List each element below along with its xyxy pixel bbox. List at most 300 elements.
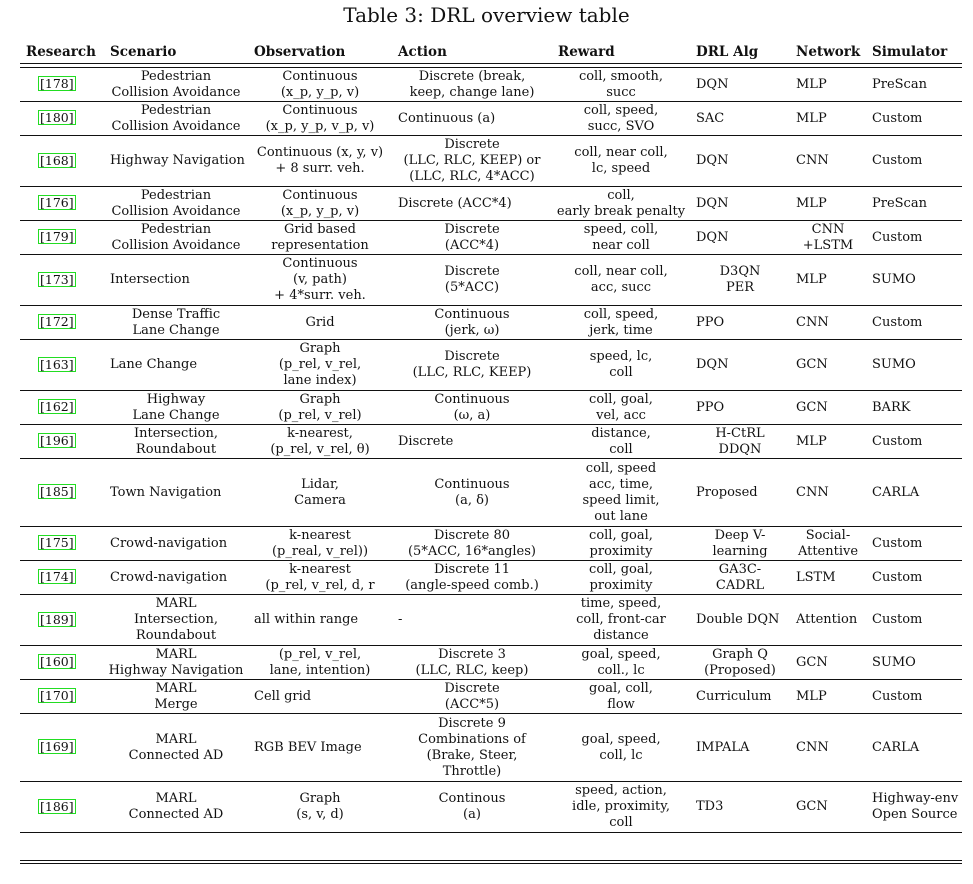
citation-link[interactable]: [178] (40, 76, 74, 91)
scenario-cell-line: Merge (154, 696, 198, 712)
drl-alg-cell-line: DDQN (718, 441, 762, 457)
reward-cell (552, 136, 690, 187)
observation-cell-line: (p_rel, v_rel, (278, 357, 362, 372)
network-cell-line: Social- (805, 527, 851, 543)
table-row (20, 646, 962, 680)
action-cell-line: Continuous (434, 391, 510, 407)
reward-cell-line: coll, speed (585, 460, 657, 476)
drl-alg-cell-line: Proposed (696, 484, 758, 500)
scenario-cell-line: Intersection, (134, 425, 218, 441)
simulator-cell-line: Open Source (872, 807, 958, 822)
network-cell (790, 782, 866, 833)
simulator-cell-line: CARLA (872, 739, 920, 755)
network-cell (790, 68, 866, 102)
drl-alg-cell-line: DQN (696, 357, 729, 372)
reward-cell-line: coll, goal, (589, 391, 653, 407)
research-cell (20, 306, 104, 340)
citation-link[interactable]: [173] (40, 271, 74, 287)
citation-link[interactable]: [189] (40, 611, 74, 627)
reward-cell (552, 714, 690, 782)
citation-link[interactable]: [170] (40, 688, 74, 703)
scenario-cell-line: Connected AD (128, 747, 224, 763)
drl-overview-table (20, 42, 962, 833)
action-cell-line: Discrete 3 (438, 646, 506, 662)
reward-cell-line: coll., lc (597, 662, 645, 678)
citation-link[interactable]: [175] (40, 535, 74, 550)
drl-alg-cell (690, 425, 790, 459)
simulator-cell (866, 425, 962, 459)
citation-link[interactable]: [176] (40, 195, 74, 210)
action-cell (392, 255, 552, 306)
scenario-cell (104, 102, 248, 136)
drl-alg-cell-line: IMPALA (696, 739, 750, 755)
action-cell (392, 68, 552, 102)
observation-cell-line: (p_rel, v_rel, (278, 646, 362, 662)
observation-cell (248, 340, 392, 391)
drl-alg-cell-line: DQN (696, 76, 729, 92)
drl-alg-cell-line: DQN (696, 195, 729, 211)
action-cell (392, 714, 552, 782)
scenario-cell-line: Crowd-navigation (110, 535, 228, 551)
drl-alg-cell-line: GA3C- (718, 561, 762, 577)
scenario-cell (104, 306, 248, 340)
action-cell-line: (LLC, RLC, KEEP) (412, 365, 532, 380)
table-row (20, 714, 962, 782)
reward-cell-line: coll, near coll, (574, 264, 668, 279)
network-cell (790, 561, 866, 595)
table-container (20, 42, 962, 833)
action-cell (392, 187, 552, 221)
table-row (20, 782, 962, 833)
reward-cell-line: time, speed, (580, 596, 662, 611)
reward-cell-line: goal, speed, (581, 731, 661, 747)
scenario-cell (104, 459, 248, 527)
scenario-cell (104, 255, 248, 306)
observation-cell (248, 187, 392, 221)
reward-cell-line: acc, time, (588, 476, 654, 492)
drl-alg-cell-line: TD3 (696, 799, 724, 814)
network-cell-line: MLP (796, 195, 827, 211)
network-cell-line: LSTM (796, 569, 836, 585)
research-cell (20, 187, 104, 221)
scenario-cell-line: Pedestrian (140, 187, 212, 203)
table-row (20, 255, 962, 306)
table-row (20, 459, 962, 527)
simulator-cell (866, 561, 962, 595)
reward-cell-line: idle, proximity, (572, 799, 670, 814)
table-row (20, 595, 962, 646)
research-cell (20, 340, 104, 391)
action-cell-line: (ACC*4) (444, 237, 500, 253)
observation-cell-line: Continuous (x, y, v) (256, 145, 384, 160)
scenario-cell-line: Lane Change (132, 322, 220, 338)
network-cell-line: CNN (796, 314, 829, 330)
drl-alg-cell (690, 340, 790, 391)
network-cell (790, 527, 866, 561)
citation-link[interactable]: [185] (40, 484, 74, 499)
observation-cell (248, 561, 392, 595)
reward-cell-line: jerk, time (589, 322, 653, 338)
research-cell (20, 391, 104, 425)
reward-cell (552, 459, 690, 527)
scenario-cell (104, 340, 248, 391)
scenario-cell-line: Crowd-navigation (110, 569, 228, 585)
action-cell-line: Combinations of (418, 731, 526, 747)
drl-alg-cell-line: Graph Q (712, 646, 768, 662)
scenario-cell (104, 136, 248, 187)
reward-cell-line: coll, goal, (589, 527, 653, 543)
drl-alg-cell (690, 680, 790, 714)
simulator-cell-line: Custom (872, 229, 923, 245)
reward-cell-line: coll (609, 815, 633, 830)
drl-alg-cell (690, 68, 790, 102)
scenario-cell (104, 782, 248, 833)
observation-cell-line: (x_p, y_p, v) (280, 84, 360, 100)
network-cell (790, 187, 866, 221)
observation-cell-line: lane index) (283, 373, 357, 388)
action-cell-line: Continuous (434, 476, 510, 492)
action-cell (392, 527, 552, 561)
reward-cell-line: coll, (607, 187, 635, 203)
observation-cell-line: Grid (305, 314, 335, 330)
research-cell (20, 782, 104, 833)
table-row (20, 340, 962, 391)
table-body (20, 68, 962, 833)
scenario-cell-line: Highway Navigation (110, 153, 245, 168)
citation-link[interactable]: [186] (40, 798, 74, 814)
observation-cell-line: (x_p, y_p, v_p, v) (265, 118, 375, 134)
reward-cell-line: coll (609, 441, 633, 457)
observation-cell-line: k-nearest, (287, 425, 353, 441)
reward-cell (552, 595, 690, 646)
scenario-cell-line: MARL (155, 646, 197, 662)
drl-alg-cell-line: PER (725, 280, 755, 295)
reward-cell-line: distance, (591, 425, 651, 441)
reward-cell-line: lc, speed (591, 161, 651, 176)
network-cell (790, 425, 866, 459)
header-scenario: Scenario (104, 42, 248, 64)
scenario-cell (104, 391, 248, 425)
network-cell (790, 255, 866, 306)
scenario-cell-line: Dense Traffic (131, 306, 221, 322)
drl-alg-cell (690, 561, 790, 595)
research-cell (20, 595, 104, 646)
network-cell-line: GCN (796, 357, 828, 372)
simulator-cell (866, 68, 962, 102)
network-cell (790, 306, 866, 340)
action-cell-line: Discrete 80 (433, 527, 511, 543)
action-cell-line: Throttle) (442, 763, 502, 779)
drl-alg-cell-line: DQN (696, 229, 729, 245)
action-cell-line: (5*ACC, 16*angles) (407, 543, 536, 559)
action-cell-line: Continuous (a) (398, 110, 496, 126)
drl-alg-cell (690, 646, 790, 680)
observation-cell (248, 102, 392, 136)
simulator-cell-line: Highway-env (872, 791, 959, 806)
simulator-cell (866, 340, 962, 391)
simulator-cell-line: Custom (872, 612, 923, 627)
action-cell-line: (jerk, ω) (444, 322, 500, 338)
observation-cell-line: Cell grid (254, 688, 312, 704)
network-cell (790, 340, 866, 391)
action-cell-line: Discrete (444, 137, 500, 152)
citation-link[interactable]: [169] (40, 739, 74, 754)
observation-cell-line: Continuous (282, 68, 358, 84)
action-cell-line: Discrete 11 (433, 561, 511, 577)
reward-cell (552, 527, 690, 561)
table-row (20, 391, 962, 425)
simulator-cell (866, 306, 962, 340)
citation-link[interactable]: [196] (40, 433, 74, 448)
citation-link[interactable]: [179] (40, 229, 74, 244)
reward-cell (552, 782, 690, 833)
reward-cell-line: coll, smooth, (578, 68, 664, 84)
action-cell-line: (angle-speed comb.) (405, 577, 539, 593)
network-cell-line: MLP (796, 688, 827, 704)
simulator-cell (866, 187, 962, 221)
simulator-cell (866, 680, 962, 714)
scenario-cell-line: Highway (146, 391, 206, 407)
simulator-cell-line: SUMO (872, 357, 916, 372)
scenario-cell-line: Lane Change (132, 407, 220, 423)
table-row (20, 527, 962, 561)
reward-cell (552, 646, 690, 680)
observation-cell (248, 68, 392, 102)
observation-cell-line: Lidar, (301, 476, 339, 492)
reward-cell-line: speed limit, (582, 492, 660, 508)
simulator-cell-line: Custom (872, 314, 923, 330)
citation-link[interactable]: [162] (40, 399, 74, 414)
drl-alg-cell (690, 136, 790, 187)
reward-cell-line: speed, coll, (583, 221, 659, 237)
table-row (20, 136, 962, 187)
action-cell (392, 136, 552, 187)
citation-link[interactable]: [174] (40, 569, 74, 584)
reward-cell-line: acc, succ (590, 280, 652, 295)
network-cell (790, 714, 866, 782)
observation-cell-line: (x_p, y_p, v) (280, 203, 360, 219)
reward-cell (552, 68, 690, 102)
action-cell-line: (LLC, RLC, keep) (415, 662, 529, 678)
scenario-cell (104, 425, 248, 459)
observation-cell (248, 136, 392, 187)
observation-cell-line: Grid based (284, 221, 356, 237)
citation-link[interactable]: [168] (40, 152, 74, 168)
network-cell-line: CNN (796, 153, 829, 168)
action-cell-line: Discrete 9 (438, 715, 506, 731)
network-cell-line: MLP (796, 110, 827, 126)
simulator-cell-line: CARLA (872, 484, 920, 500)
reward-cell-line: early break penalty (556, 203, 686, 219)
scenario-cell-line: Collision Avoidance (111, 203, 241, 219)
scenario-cell-line: Intersection (110, 272, 190, 287)
observation-cell-line: k-nearest (289, 561, 351, 577)
citation-link[interactable]: [163] (40, 356, 74, 372)
header-network: Network (790, 42, 866, 64)
reward-cell (552, 425, 690, 459)
table-row (20, 425, 962, 459)
scenario-cell-line: Connected AD (128, 807, 224, 822)
research-cell (20, 68, 104, 102)
citation-link[interactable]: [172] (40, 314, 74, 329)
action-cell (392, 595, 552, 646)
table-bottom-rule (20, 860, 962, 864)
simulator-cell (866, 391, 962, 425)
network-cell-line: GCN (796, 654, 828, 670)
header-observation: Observation (248, 42, 392, 64)
drl-alg-cell (690, 782, 790, 833)
table-row (20, 68, 962, 102)
reward-cell-line: proximity (589, 543, 653, 559)
simulator-cell-line: Custom (872, 569, 923, 585)
scenario-cell (104, 561, 248, 595)
drl-alg-cell-line: D3QN (719, 264, 761, 279)
drl-alg-cell (690, 221, 790, 255)
scenario-cell-line: Collision Avoidance (111, 84, 241, 100)
action-cell (392, 340, 552, 391)
observation-cell-line: Continuous (282, 187, 358, 203)
observation-cell (248, 646, 392, 680)
action-cell-line: Discrete (444, 264, 500, 279)
network-cell-line: CNN (811, 221, 845, 237)
reward-cell-line: coll, front-car (576, 612, 666, 627)
simulator-cell (866, 527, 962, 561)
simulator-cell-line: Custom (872, 688, 923, 704)
observation-cell (248, 782, 392, 833)
observation-cell (248, 595, 392, 646)
reward-cell-line: goal, speed, (581, 646, 661, 662)
observation-cell-line: Continuous (282, 256, 358, 271)
research-cell (20, 136, 104, 187)
reward-cell (552, 306, 690, 340)
reward-cell-line: coll, lc (599, 747, 643, 763)
network-cell-line: MLP (796, 433, 827, 449)
reward-cell-line: coll, speed, (583, 306, 659, 322)
action-cell-line: (Brake, Steer, (426, 747, 518, 763)
observation-cell-line: (s, v, d) (296, 807, 344, 822)
reward-cell-line: coll, goal, (589, 561, 653, 577)
drl-alg-cell (690, 306, 790, 340)
observation-cell-line: (p_rel, v_rel) (278, 407, 362, 423)
action-cell-line: Discrete (break, (418, 68, 526, 84)
observation-cell-line: + 4*surr. veh. (274, 288, 366, 303)
reward-cell (552, 221, 690, 255)
research-cell (20, 561, 104, 595)
scenario-cell-line: Roundabout (135, 628, 217, 643)
citation-link[interactable]: [160] (40, 654, 74, 669)
drl-alg-cell-line: (Proposed) (704, 662, 776, 678)
network-cell (790, 459, 866, 527)
reward-cell (552, 391, 690, 425)
observation-cell (248, 714, 392, 782)
simulator-cell-line: PreScan (872, 76, 927, 92)
drl-alg-cell-line: PPO (696, 399, 725, 415)
reward-cell-line: proximity (589, 577, 653, 593)
observation-cell-line: Continuous (282, 102, 358, 118)
observation-cell-line: k-nearest (289, 527, 351, 543)
scenario-cell-line: Pedestrian (140, 102, 212, 118)
scenario-cell-line: Pedestrian (140, 221, 212, 237)
observation-cell-line: (p_real, v_rel)) (271, 543, 369, 559)
observation-cell-line: Graph (299, 341, 341, 356)
scenario-cell (104, 595, 248, 646)
network-cell (790, 221, 866, 255)
research-cell (20, 714, 104, 782)
scenario-cell-line: Town Navigation (110, 484, 222, 500)
action-cell-line: (LLC, RLC, 4*ACC) (409, 169, 535, 184)
observation-cell-line: RGB BEV Image (254, 739, 362, 755)
action-cell-line: (ACC*5) (444, 696, 500, 712)
drl-alg-cell-line: SAC (696, 110, 725, 126)
network-cell (790, 646, 866, 680)
simulator-cell (866, 136, 962, 187)
simulator-cell-line: SUMO (872, 272, 916, 287)
reward-cell (552, 102, 690, 136)
action-cell-line: Discrete (444, 221, 500, 237)
table-caption: Table 3: DRL overview table (343, 3, 630, 27)
research-cell (20, 255, 104, 306)
citation-link[interactable]: [180] (40, 110, 74, 125)
research-cell (20, 680, 104, 714)
action-cell-line: (a, δ) (455, 492, 489, 508)
reward-cell-line: succ, SVO (587, 118, 655, 134)
reward-cell-line: near coll (592, 237, 650, 253)
research-cell (20, 221, 104, 255)
network-cell-line: Attention (796, 612, 858, 627)
drl-alg-cell (690, 187, 790, 221)
network-cell (790, 680, 866, 714)
reward-cell-line: speed, lc, (589, 349, 653, 364)
reward-cell-line: vel, acc (596, 407, 646, 423)
scenario-cell (104, 527, 248, 561)
reward-cell-line: speed, action, (575, 783, 667, 798)
action-cell (392, 680, 552, 714)
observation-cell (248, 255, 392, 306)
scenario-cell-line: Collision Avoidance (111, 237, 241, 253)
network-cell-line: CNN (796, 739, 829, 755)
action-cell-line: Continous (438, 791, 506, 806)
observation-cell (248, 425, 392, 459)
action-cell-line: Discrete (398, 433, 454, 449)
action-cell-line: Continuous (434, 306, 510, 322)
research-cell (20, 646, 104, 680)
reward-cell (552, 340, 690, 391)
header-drl-alg: DRL Alg (690, 42, 790, 64)
reward-cell-line: succ (606, 84, 636, 100)
network-cell-line: GCN (796, 399, 828, 415)
drl-alg-cell (690, 102, 790, 136)
scenario-cell (104, 68, 248, 102)
scenario-cell-line: Intersection, (134, 612, 218, 627)
action-cell (392, 459, 552, 527)
drl-alg-cell (690, 595, 790, 646)
table-row (20, 680, 962, 714)
drl-alg-cell (690, 459, 790, 527)
action-cell-line: Discrete (444, 680, 500, 696)
reward-cell-line: coll, speed, (583, 102, 659, 118)
network-cell-line: Attentive (797, 543, 859, 559)
scenario-cell-line: Collision Avoidance (111, 118, 241, 134)
action-cell (392, 646, 552, 680)
header-research: Research (20, 42, 104, 64)
research-cell (20, 102, 104, 136)
observation-cell-line: (v, path) (293, 272, 347, 287)
drl-alg-cell-line: Double DQN (696, 612, 780, 627)
observation-cell-line: (p_rel, v_rel, θ) (270, 441, 370, 457)
action-cell (392, 782, 552, 833)
observation-cell-line: all within range (254, 612, 359, 627)
drl-alg-cell (690, 391, 790, 425)
